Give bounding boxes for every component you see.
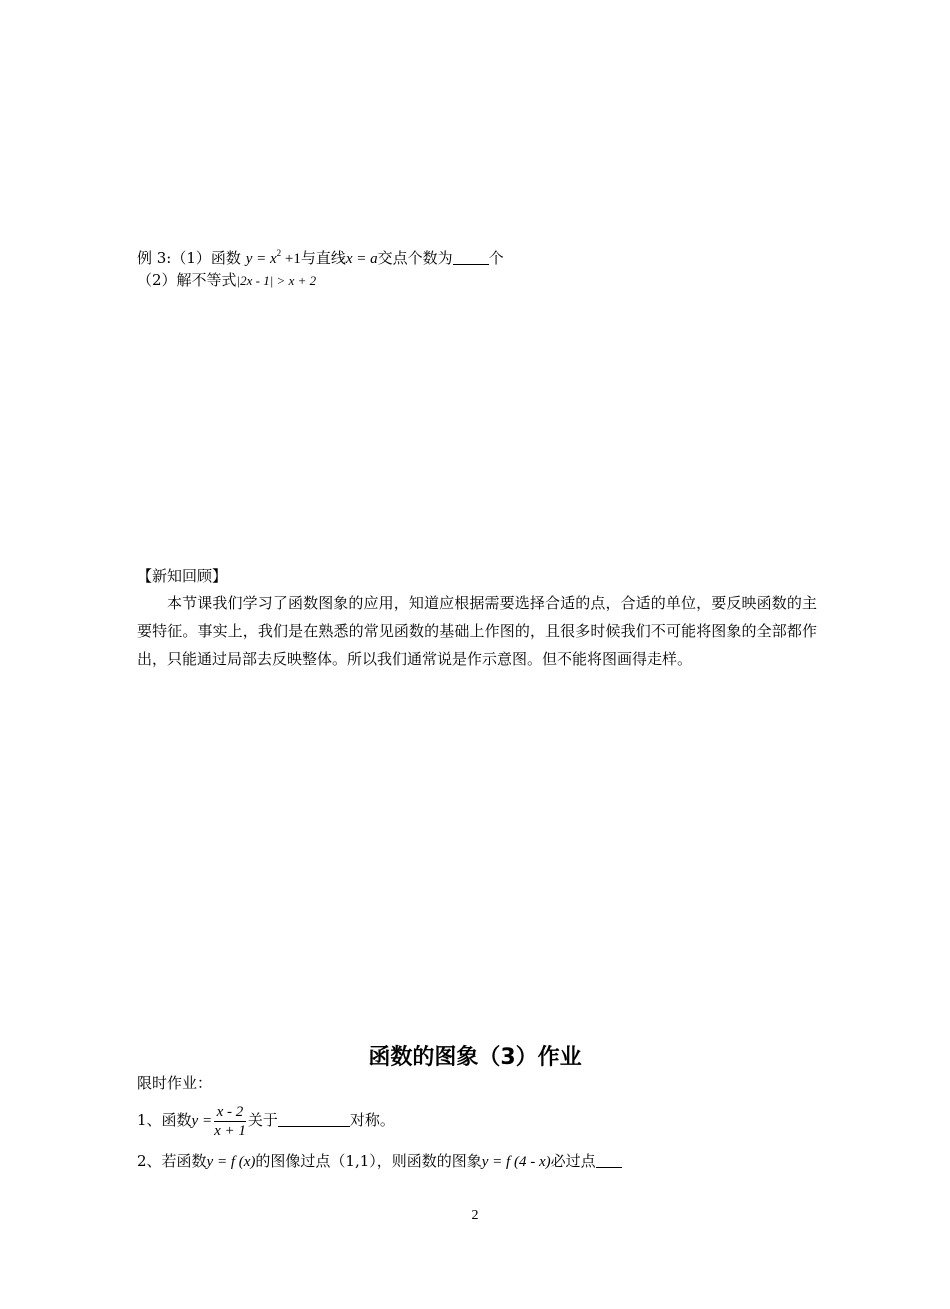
- example3-part1: [137, 243, 504, 269]
- question-2: [137, 1151, 622, 1172]
- q1-blank: [278, 1112, 350, 1127]
- question-1: [137, 1098, 395, 1143]
- example3-label: 例 3:: [137, 249, 172, 267]
- q1-y: y =: [191, 1113, 213, 1129]
- q1-denominator: x + 1: [214, 1122, 246, 1139]
- part2-prefix: （2）解不等式: [137, 271, 237, 289]
- part1-equation: $y = x^2 +1$: [245, 248, 301, 267]
- homework-subtitle: 限时作业：: [137, 1074, 213, 1092]
- homework-title: 函数的图象（3）作业: [368, 1045, 582, 1070]
- answer-blank: [453, 250, 489, 265]
- part1-prefix: （1）函数: [171, 249, 241, 267]
- q1-end: 对称。: [349, 1111, 395, 1129]
- q2-f4x: y = f (4 - x): [481, 1154, 551, 1170]
- q2-prefix: 2、若函数: [137, 1152, 207, 1170]
- part1-suffix: 交点个数为: [377, 249, 453, 267]
- review-body: 本节课我们学习了函数图象的应用，知道应根据需要选择合适的点，合适的单位，要反映函数的主要特征。事实上，我们是在熟悉的常见函数的基础上作图的，且很多时候我们不可能将图象的全部都作出，只能通过局部去反映整体。所以我们通常说是作示意图。但不能将图画得走样。: [137, 594, 817, 668]
- q2-mid: 的图像过点（1,1），则函数的图象: [255, 1152, 482, 1170]
- q1-mid: 关于: [247, 1111, 278, 1129]
- review-heading: 【新知回顾】: [137, 567, 228, 585]
- page-number: 2: [471, 1208, 479, 1223]
- part1-end: 个: [488, 249, 504, 267]
- example3-part2: [137, 270, 316, 291]
- q2-blank: [596, 1153, 622, 1168]
- q1-numerator: x - 2: [214, 1103, 246, 1122]
- part1-mid: 与直线: [300, 249, 346, 267]
- q1-fraction: [214, 1103, 246, 1140]
- part1-line-eq: x = a: [345, 251, 378, 267]
- q2-end: 必过点: [550, 1152, 596, 1170]
- q1-prefix: 1、函数: [137, 1111, 192, 1129]
- q2-fx: y = f (x): [206, 1154, 256, 1170]
- part2-inequality: |2x - 1| > x + 2: [236, 273, 317, 288]
